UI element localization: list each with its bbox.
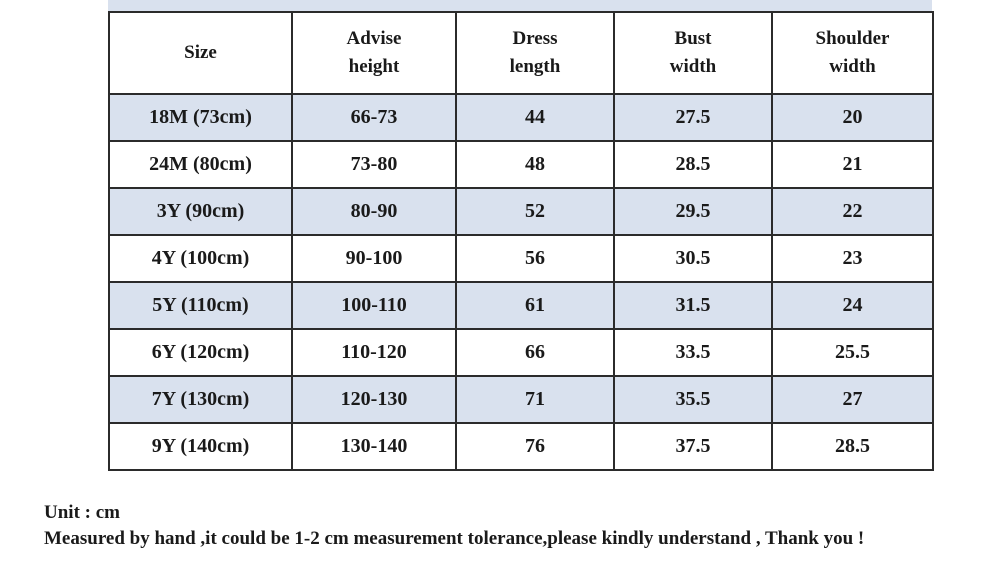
- cell-shoulder-width: 28.5: [772, 423, 933, 470]
- cell-bust-width: 28.5: [614, 141, 772, 188]
- cell-advise-height: 120-130: [292, 376, 456, 423]
- cell-advise-height: 73-80: [292, 141, 456, 188]
- header-size-line-1: Size: [184, 42, 217, 63]
- cell-dress-length: 56: [456, 235, 614, 282]
- header-row: [109, 12, 933, 94]
- cell-dress-length: 44: [456, 94, 614, 141]
- table-row: [109, 94, 933, 141]
- cell-bust-width: 30.5: [614, 235, 772, 282]
- cell-dress-length: 76: [456, 423, 614, 470]
- header-advise-height: [292, 12, 456, 94]
- cell-shoulder-width: 23: [772, 235, 933, 282]
- table-row: [109, 188, 933, 235]
- cell-advise-height: 100-110: [292, 282, 456, 329]
- table-row: [109, 423, 933, 470]
- cell-advise-height: 90-100: [292, 235, 456, 282]
- cell-bust-width: 29.5: [614, 188, 772, 235]
- cell-bust-width: 27.5: [614, 94, 772, 141]
- cell-dress-length: 48: [456, 141, 614, 188]
- header-bust-width: [614, 12, 772, 94]
- cell-advise-height: 130-140: [292, 423, 456, 470]
- cell-shoulder-width: 27: [772, 376, 933, 423]
- cell-size: 3Y (90cm): [109, 188, 292, 235]
- cell-shoulder-width: 22: [772, 188, 933, 235]
- cell-shoulder-width: 20: [772, 94, 933, 141]
- cell-shoulder-width: 21: [772, 141, 933, 188]
- cell-size: 4Y (100cm): [109, 235, 292, 282]
- header-dress-length-line-2: length: [509, 56, 561, 77]
- cell-dress-length: 61: [456, 282, 614, 329]
- cell-dress-length: 66: [456, 329, 614, 376]
- tolerance-note: Measured by hand ,it could be 1-2 cm measurement tolerance,please kindly understand , Thank you !: [44, 528, 865, 549]
- header-dress-length-line-1: Dress: [512, 28, 558, 49]
- header-shoulder-width: [772, 12, 933, 94]
- header-shoulder-width-line-2: width: [829, 56, 876, 77]
- cell-shoulder-width: 25.5: [772, 329, 933, 376]
- header-bust-width-line-2: width: [669, 56, 717, 77]
- header-shoulder-width-line-1: Shoulder: [815, 28, 890, 49]
- table-row: [109, 376, 933, 423]
- unit-note: Unit : cm: [44, 502, 120, 523]
- table-top-band: [108, 0, 932, 11]
- table-row: [109, 282, 933, 329]
- table-row: [109, 141, 933, 188]
- cell-size: 6Y (120cm): [109, 329, 292, 376]
- cell-bust-width: 35.5: [614, 376, 772, 423]
- cell-size: 9Y (140cm): [109, 423, 292, 470]
- table-body: [109, 94, 933, 470]
- cell-dress-length: 52: [456, 188, 614, 235]
- header-size: [109, 12, 292, 94]
- header-advise-height-line-2: height: [348, 56, 400, 77]
- cell-dress-length: 71: [456, 376, 614, 423]
- cell-bust-width: 33.5: [614, 329, 772, 376]
- cell-advise-height: 110-120: [292, 329, 456, 376]
- cell-size: 24M (80cm): [109, 141, 292, 188]
- table-row: [109, 329, 933, 376]
- cell-size: 7Y (130cm): [109, 376, 292, 423]
- cell-advise-height: 80-90: [292, 188, 456, 235]
- notes-block: [44, 500, 864, 552]
- table-row: [109, 235, 933, 282]
- cell-bust-width: 31.5: [614, 282, 772, 329]
- cell-bust-width: 37.5: [614, 423, 772, 470]
- table-header: [109, 12, 933, 94]
- header-advise-height-line-1: Advise: [346, 28, 402, 49]
- header-dress-length: [456, 12, 614, 94]
- cell-size: 5Y (110cm): [109, 282, 292, 329]
- cell-size: 18M (73cm): [109, 94, 292, 141]
- cell-shoulder-width: 24: [772, 282, 933, 329]
- header-bust-width-line-1: Bust: [674, 28, 712, 49]
- size-chart-table: [108, 11, 934, 471]
- cell-advise-height: 66-73: [292, 94, 456, 141]
